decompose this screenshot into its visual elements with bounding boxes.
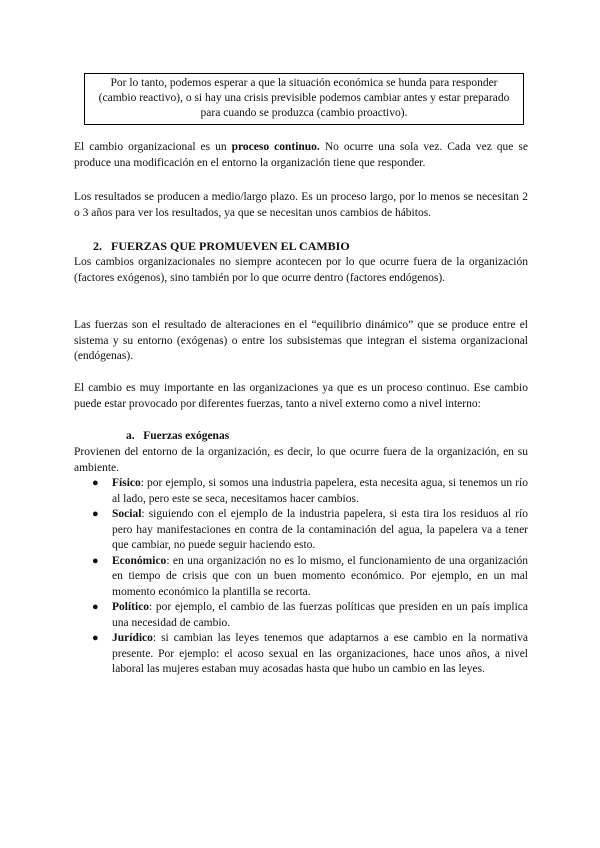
bullet-term: Político <box>112 601 150 613</box>
boxed-note <box>84 73 524 125</box>
subsection-letter: a. <box>126 430 135 442</box>
list-item <box>74 476 528 507</box>
para1-text-before: El cambio organizacional es un <box>74 141 232 153</box>
subsection-title: Fuerzas exógenas <box>143 430 230 442</box>
section-title: FUERZAS QUE PROMUEVEN EL CAMBIO <box>111 239 350 253</box>
paragraph-results: Los resultados se producen a medio/largo plazo. Es un proceso largo, por lo menos se necesitan 2 o 3 años para ver los resultados, ya que se necesitan unos cambios de hábitos. <box>74 191 528 219</box>
paragraph-forces-definition: Las fuerzas son el resultado de alteraciones en el “equilibrio dinámico” que se produce entre el sistema y su entorno (exógenas) o entre los subsistemas que integran el sistema organizacional (endógenas). <box>74 319 528 362</box>
section-number: 2. <box>93 239 102 253</box>
para1-bold-term: proceso continuo. <box>231 141 320 153</box>
bullet-text: : si cambian las leyes tenemos que adaptarnos a ese cambio en la normativa presente. Por ejemplo: el acoso sexual en las organizaciones, hace unos años, a nivel laboral las mujeres estaban muy acosadas hasta que hubo un cambio en las leyes. <box>112 632 528 675</box>
paragraph-change-importance: El cambio es muy importante en las organizaciones ya que es un proceso continuo. Ese cambio puede estar provocado por diferentes fuerzas, tanto a nivel externo como a nivel interno: <box>74 382 528 410</box>
bullet-icon: ● <box>92 477 99 489</box>
para1-text-after: No ocurre una sola vez. Cada vez que se produce una modificación en el entorno la organización tiene que responder. <box>74 141 528 169</box>
bullet-text: : por ejemplo, el cambio de las fuerzas políticas que presiden en un país implica una necesidad de cambio. <box>112 601 528 629</box>
bullet-text: : por ejemplo, si somos una industria papelera, esta necesita agua, si tenemos un río al lado, pero este se seca, necesitamos hacer cambios. <box>112 477 528 505</box>
bullet-icon: ● <box>92 601 99 613</box>
bullet-text: : en una organización no es lo mismo, el funcionamiento de una organización en tiempo de crisis que con un buen momento económico. Por ejemplo, en un mal momento económico la plantilla se recorta. <box>112 554 528 598</box>
bullet-icon: ● <box>92 632 99 644</box>
bullet-icon: ● <box>92 554 99 567</box>
bullet-term: Económico <box>112 554 167 567</box>
list-item <box>74 631 528 678</box>
bullet-term: Jurídico <box>112 632 153 644</box>
section-heading <box>93 239 350 254</box>
bullet-icon: ● <box>92 508 99 520</box>
bullet-term: Físico <box>112 477 141 489</box>
list-item <box>74 600 528 631</box>
exogenous-forces-list <box>74 476 528 678</box>
boxed-note-text: Por lo tanto, podemos esperar a que la situación económica se hunda para responder (cambio reactivo), o si hay una crisis previsible podemos cambiar antes y estar preparado para cuando se produzca (cambio proactivo). <box>98 77 510 119</box>
list-item <box>74 554 528 601</box>
paragraph-exogenous-forces: Provienen del entorno de la organización, es decir, lo que ocurre fuera de la organización, en su ambiente. <box>74 446 528 474</box>
paragraph-organizational-changes: Los cambios organizacionales no siempre acontecen por lo que ocurre fuera de la organización (factores exógenos), sino también por lo que ocurre dentro (factores endógenos). <box>74 256 528 284</box>
list-item <box>74 507 528 554</box>
subsection-heading <box>126 430 229 442</box>
paragraph-continuous-process <box>74 140 528 171</box>
bullet-term: Social <box>112 508 142 520</box>
bullet-text: : siguiendo con el ejemplo de la industria papelera, si esta tira los residuos al río pero hay manifestaciones en contra de la contaminación del agua, la papelera va a tener que cambiar, no puede seguir haciendo esto. <box>112 508 528 551</box>
